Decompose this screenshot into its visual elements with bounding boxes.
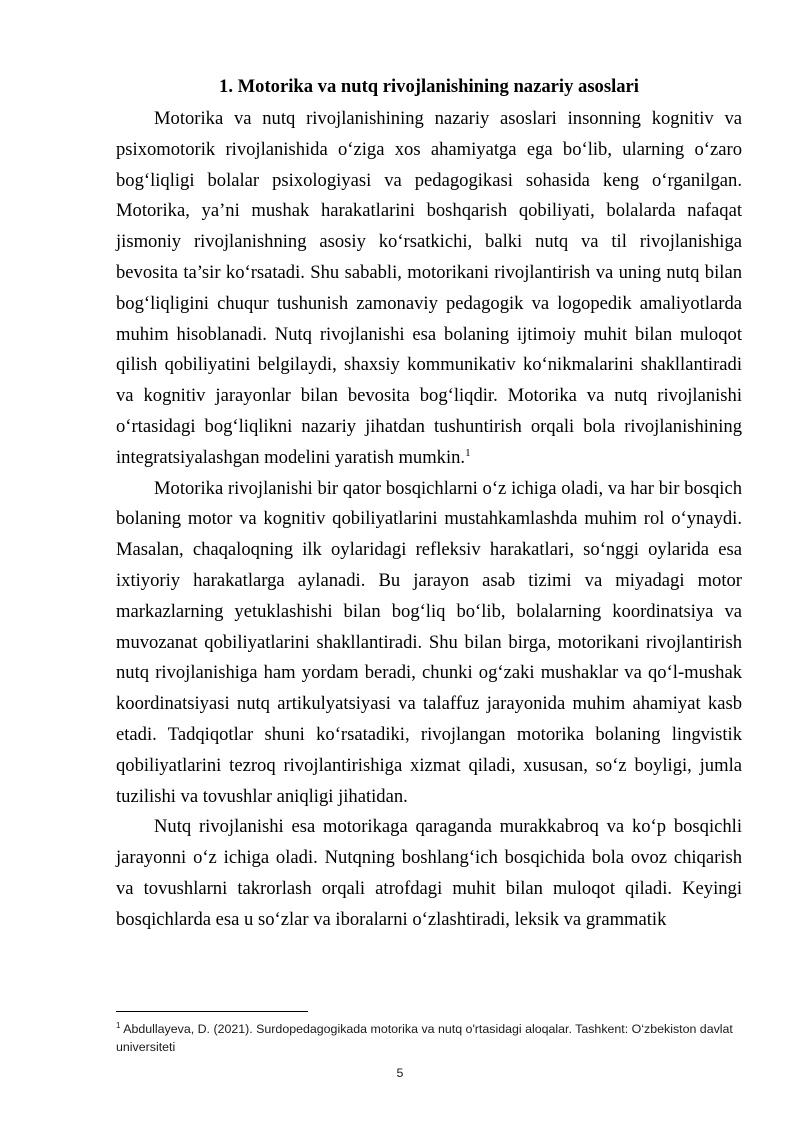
section-heading: 1. Motorika va nutq rivojlanishining nazariy asoslari bbox=[219, 76, 639, 97]
paragraph-1-text: Motorika va nutq rivojlanishining nazariy asoslari insonning kognitiv va psixomotorik rivojlanishida o‘ziga xos ahamiyatga ega bo‘lib, ularning o‘zaro bog‘liqligi bolalar psixologiyasi va pedagogikasi sohasida keng o‘rganilgan. Motorika, ya’ni mushak harakatlarini boshqarish qobiliyati, bolalarda nafaqat jismoniy rivojlanishning asosiy ko‘rsatkichi, balki nutq va til rivojlanishiga bevosita ta’sir ko‘rsatadi. Shu sababli, motorikani rivojlantirish va uning nutq bilan bog‘liqligini chuqur tushunish zamonaviy pedagogik va logopedik amaliyotlarda muhim hisoblanadi. Nutq rivojlanishi esa bolaning ijtimoiy muhit bilan muloqot qilish qobiliyatini belgilaydi, shaxsiy kommunikativ ko‘nikmalarini shakllantiradi va kognitiv jarayonlar bilan bevosita bog‘liqdir. Motorika va nutq rivojlanishi o‘rtasidagi bog‘liqlikni nazariy jihatdan tushuntirish orqali bola rivojlanishining integratsiyalashgan modelini yaratish mumkin. bbox=[116, 108, 742, 468]
paragraph-3-text: Nutq rivojlanishi esa motorikaga qaraganda murakkabroq va ko‘p bosqichli jarayonni o‘z ichiga oladi. Nutqning boshlang‘ich bosqichida bola ovoz chiqarish va tovushlarni takrorlash orqali atrofdagi muhit bilan muloqot qiladi. Keyingi bosqichlarda esa u so‘zlar va iboralarni o‘zlashtiradi, leksik va grammatik bbox=[116, 816, 742, 930]
paragraph-2-text: Motorika rivojlanishi bir qator bosqichlarni o‘z ichiga oladi, va har bir bosqich bolaning motor va kognitiv qobiliyatlarini mustahkamlashda muhim rol o‘ynaydi. Masalan, chaqaloqning ilk oylaridagi refleksiv harakatlari, so‘nggi oylarida esa ixtiyoriy harakatlarga aylanadi. Bu jarayon asab tizimi va miyadagi motor markazlarning yetuklashishi bilan bog‘liq bo‘lib, bolalarning koordinatsiya va muvozanat qobiliyatlarini shakllantiradi. Shu bilan birga, motorikani rivojlantirish nutq rivojlanishiga ham yordam beradi, chunki og‘zaki mushaklar va qo‘l-mushak koordinatsiyasi nutq artikulyatsiyasi va talaffuz jarayonida muhim ahamiyat kasb etadi. Tadqiqotlar shuni ko‘rsatadiki, rivojlangan motorika bolaning lingvistik qobiliyatlarini tezroq rivojlantirishiga xizmat qiladi, xususan, so‘z boyligi, jumla tuzilishi va tovushlar aniqligi jihatidan. bbox=[116, 477, 742, 807]
paragraph-3 bbox=[116, 812, 742, 935]
page-number: 5 bbox=[396, 1066, 404, 1080]
footnote bbox=[116, 1020, 742, 1056]
footnote-text: Abdullayeva, D. (2021). Surdopedagogikada motorika va nutq o'rtasidagi aloqalar. Tashkent: O‘zbekiston davlat universiteti bbox=[116, 1022, 733, 1054]
footnote-divider bbox=[116, 1011, 308, 1012]
paragraph-2 bbox=[116, 474, 742, 813]
footnote-reference[interactable]: 1 bbox=[465, 446, 471, 459]
page-body bbox=[116, 74, 742, 936]
footnote-marker: 1 bbox=[116, 1020, 121, 1030]
paragraph-1 bbox=[116, 104, 742, 474]
